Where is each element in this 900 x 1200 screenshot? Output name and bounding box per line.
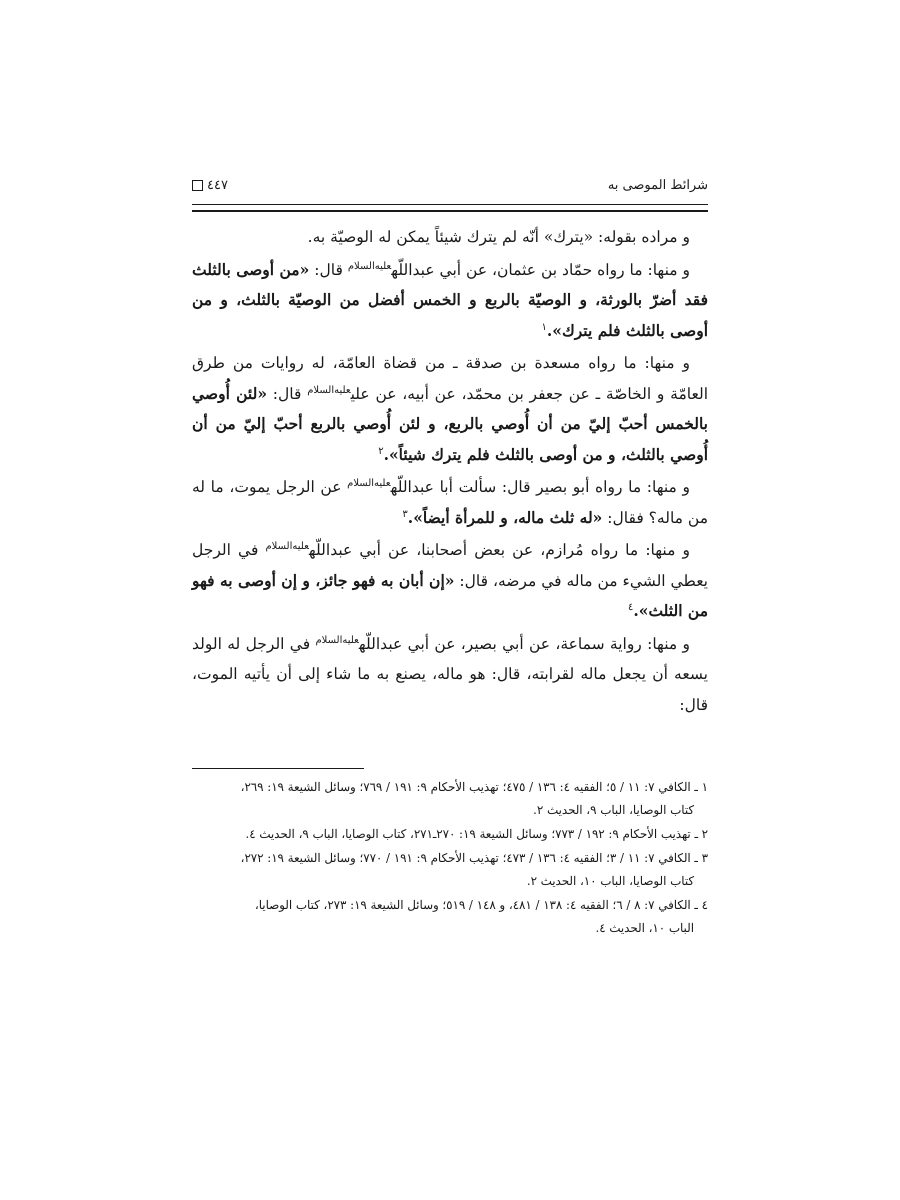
honorific: عليه‌السلام (265, 540, 309, 552)
page-header (192, 170, 708, 204)
hadith-quote: «إن أبان به فهو جائز، و إن أوصى به فهو من الثلث». (192, 570, 708, 620)
paragraph-text: و مراده بقوله: «يترك» أنّه لم يترك شيئاً يمكن له الوصيّة به. (307, 228, 690, 246)
page-number (192, 178, 228, 193)
honorific: عليه‌السلام (347, 477, 391, 489)
paragraph-text: و منها: ما رواه مسعدة بن صدقة ـ من قضاة العامّة، له روايات من طرق العامّة و الخاصّة ـ عن جعفر بن محمّد، عن أبيه، عن علي (192, 354, 709, 403)
body-text (192, 222, 708, 722)
hadith-quote: «من أوصى بالثلث فقد أضرّ بالورثة، و الوصيّة بالربع و الخمس أفضل من الوصيّة بالثلث، و من أوصى بالثلث فلم يترك». (192, 259, 708, 340)
paragraph (192, 348, 708, 470)
footnote-text: ٣ ـ الكافي ٧: ١١ / ٣؛ الفقيه ٤: ١٣٦ / ٤٧٣؛ تهذيب الأحكام ٩: ١٩١ / ٧٧٠؛ وسائل الشيعة ١٩: ٢٧٢، (240, 851, 708, 865)
paragraph (192, 472, 708, 533)
footnotes (192, 776, 708, 941)
footnote-text: ٤ ـ الكافي ٧: ٨ / ٦؛ الفقيه ٤: ١٣٨ / ٤٨١، و ١٤٨ / ٥١٩؛ وسائل الشيعة ١٩: ٢٧٣، كتاب الوصايا، (254, 898, 708, 912)
footnote-text: ٢ ـ تهذيب الأحكام ٩: ١٩٢ / ٧٧٣؛ وسائل الشيعة ١٩: ٢٧٠ـ٢٧١، كتاب الوصايا، الباب ٩، الحديث ٤. (245, 827, 708, 841)
footnote (192, 823, 708, 846)
footnote (192, 894, 708, 940)
paragraph-text: و منها: ما رواه حمّاد بن عثمان، عن أبي عبداللّه (391, 260, 690, 279)
paragraph-text: و منها: ما رواه مُرازم، عن بعض أصحابنا، عن أبي عبداللّه (308, 541, 690, 559)
footnote-ref[interactable]: ١ (541, 321, 547, 333)
hadith-quote: «له ثلث ماله، و للمرأة أيضاً». (407, 507, 603, 527)
running-title: شرائط الموصى به (607, 178, 708, 193)
paragraph-text: في الرجل له الولد يسعه أن يجعل ماله لقرابته، قال: هو ماله، يصنع به ما شاء إلى أن يأتيه الموت، قال: (192, 634, 708, 714)
footnote (192, 847, 708, 893)
footnote-ref[interactable]: ٤ (627, 601, 634, 613)
honorific: عليه‌السلام (307, 384, 351, 396)
square-box-icon (192, 180, 203, 191)
honorific: عليه‌السلام (315, 634, 359, 646)
paragraph (192, 222, 708, 253)
footnote-text: ١ ـ الكافي ٧: ١١ / ٥؛ الفقيه ٤: ١٣٦ / ٤٧٥؛ تهذيب الأحكام ٩: ١٩١ / ٧٦٩؛ وسائل الشيعة ١٩: ٢٦٩، (240, 780, 708, 794)
footnote-text: كتاب الوصايا، الباب ٩، الحديث ٢. (533, 803, 694, 817)
paragraph-text: قال: (309, 260, 348, 279)
page-number-text: ٤٤٧ (207, 178, 228, 193)
paragraph (192, 535, 708, 627)
header-double-rule (192, 204, 708, 212)
footnote (192, 776, 708, 822)
paragraph-text: في الرجل يعطي الشيء من ماله في مرضه، قال: (192, 541, 708, 590)
paragraph (192, 255, 708, 347)
footnote-text: كتاب الوصايا، الباب ١٠، الحديث ٢. (526, 874, 694, 888)
paragraph-text: و منها: رواية سماعة، عن أبي بصير، عن أبي عبداللّه (358, 634, 690, 653)
hadith-quote: «لئن أُوصي بالخمس أحبّ إليّ من أن أُوصي بالربع، و لئن أُوصي بالربع أحبّ إليّ من أن أُوصي بالثلث، و من أوصى بالثلث فلم يترك شيئاً». (192, 383, 708, 464)
footnote-text: الباب ١٠، الحديث ٤. (595, 921, 694, 935)
paragraph-text: و منها: ما رواه أبو بصير قال: سألت أبا عبداللّه (390, 478, 690, 496)
paragraph (192, 629, 708, 721)
footnote-ref[interactable]: ٣ (402, 508, 408, 520)
footnote-ref[interactable]: ٢ (378, 445, 384, 457)
footnote-separator (192, 768, 364, 769)
paragraph-text: قال: (267, 384, 308, 403)
honorific: عليه‌السلام (347, 260, 392, 272)
book-page (192, 170, 708, 1070)
paragraph-text: عن الرجل يموت، ما له من ماله؟ فقال: (192, 478, 708, 527)
